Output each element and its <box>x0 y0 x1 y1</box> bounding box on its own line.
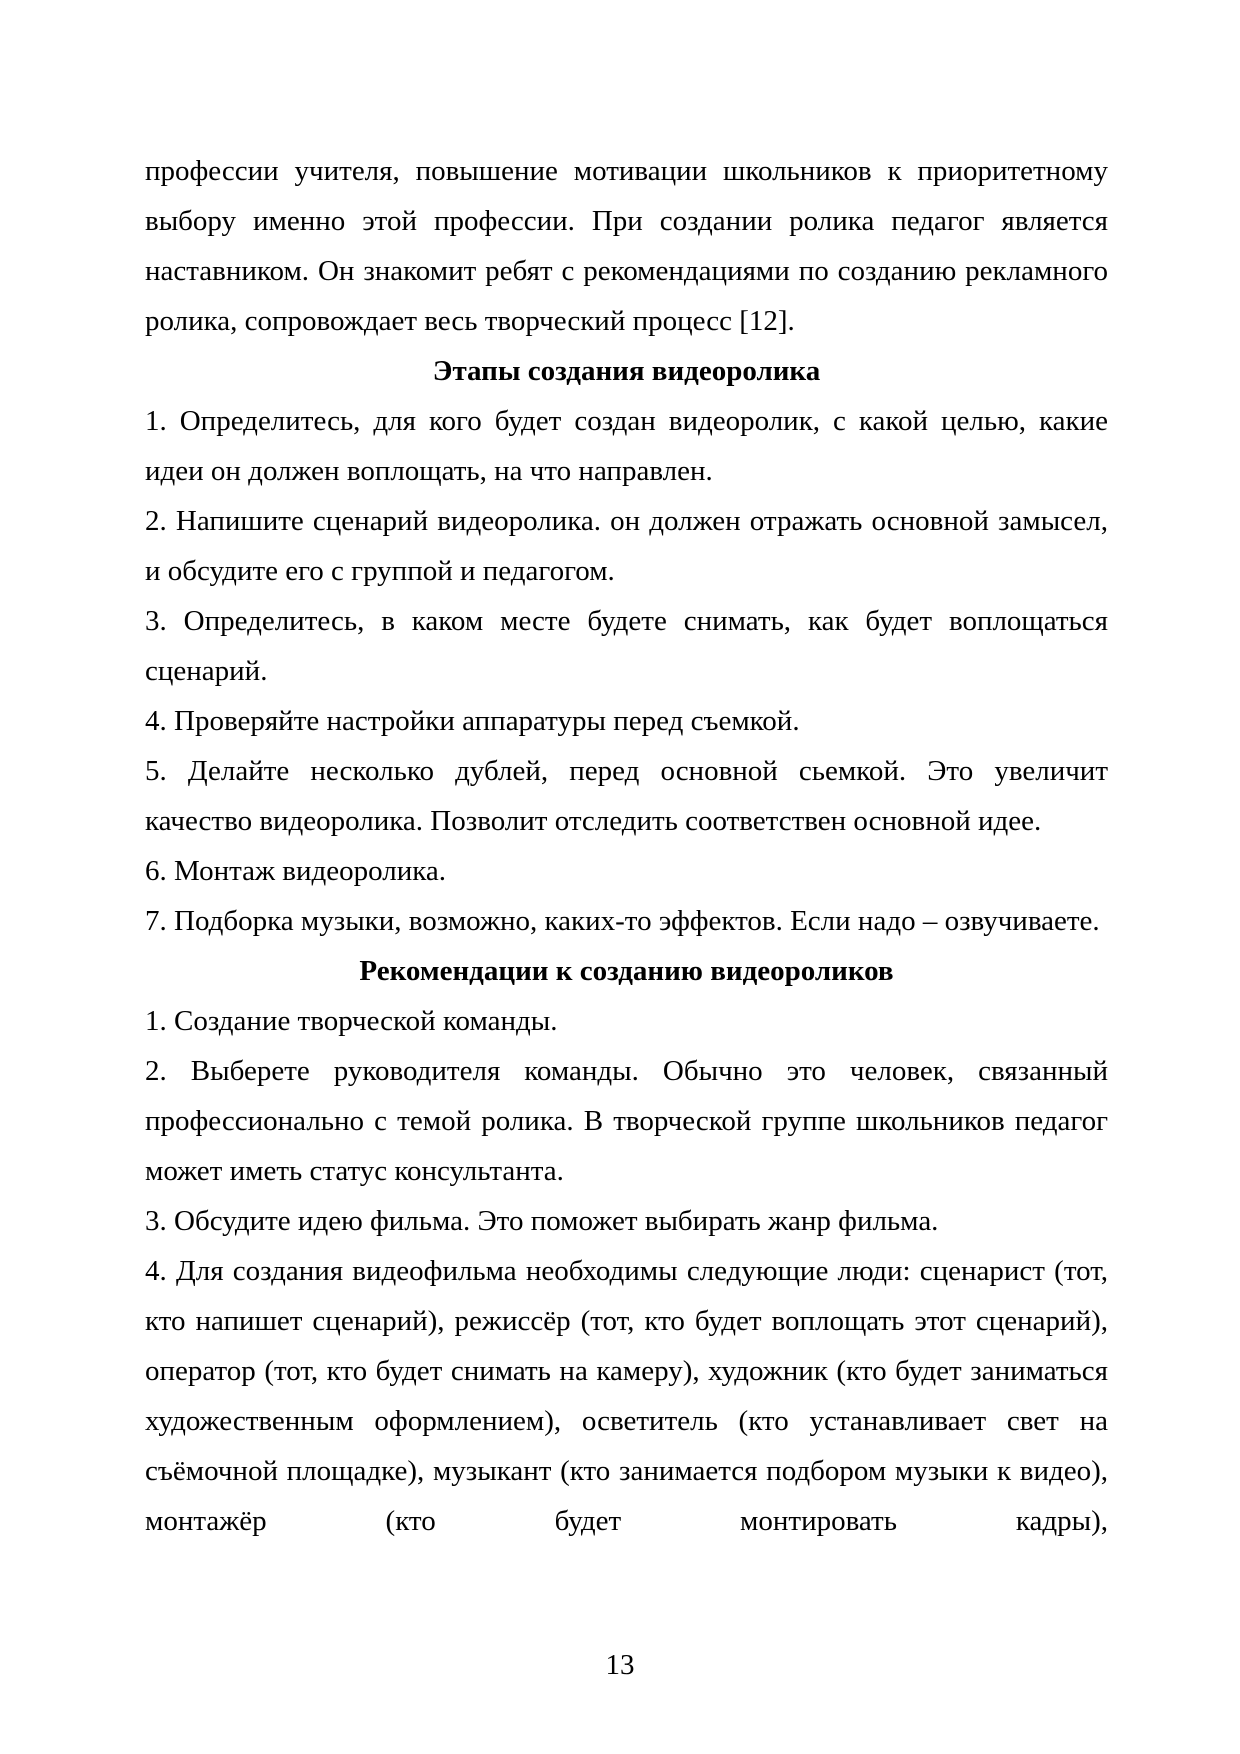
page-number: 13 <box>605 1649 635 1681</box>
list-item-stage-5: 5. Делайте несколько дублей, перед основной сьемкой. Это увеличит качество видеоролика. Позволит отследить соответствен основной идее. <box>145 755 1108 837</box>
list-item-stage-2: 2. Напишите сценарий видеоролика. он должен отражать основной замысел, и обсудите его с группой и педагогом. <box>145 505 1108 587</box>
list-item-recommendation-2: 2. Выберете руководителя команды. Обычно это человек, связанный профессионально с темой ролика. В творческой группе школьников педагог может иметь статус консультанта. <box>145 1055 1108 1187</box>
list-item-stage-3: 3. Определитесь, в каком месте будете снимать, как будет воплощаться сценарий. <box>145 605 1108 687</box>
list-item-stage-7: 7. Подборка музыки, возможно, каких-то эффектов. Если надо – озвучиваете. <box>145 905 1100 937</box>
paragraph-continuation: профессии учителя, повышение мотивации школьников к приоритетному выбору именно этой профессии. При создании ролика педагог является наставником. Он знакомит ребят с рекомендациями по созданию рекламного ролика, сопровождает весь творческий процесс [12]. <box>145 155 1108 337</box>
list-item-stage-1: 1. Определитесь, для кого будет создан видеоролик, с какой целью, какие идеи он должен воплощать, на что направлен. <box>145 405 1108 487</box>
list-item-stage-4: 4. Проверяйте настройки аппаратуры перед съемкой. <box>145 705 800 737</box>
text-block <box>145 146 1108 1546</box>
list-item-recommendation-4: 4. Для создания видеофильма необходимы следующие люди: сценарист (тот, кто напишет сценарий), режиссёр (тот, кто будет воплощать этот сценарий), оператор (тот, кто будет снимать на камеру), художник (кто будет заниматься художественным оформлением), осветитель (кто устанавливает свет на съёмочной площадке), музыкант (кто занимается подбором музыки к видео), монтажёр (кто будет монтировать кадры), <box>145 1255 1108 1537</box>
section-heading-stages: Этапы создания видеоролика <box>432 355 821 387</box>
list-item-stage-6: 6. Монтаж видеоролика. <box>145 855 446 887</box>
list-item-recommendation-3: 3. Обсудите идею фильма. Это поможет выбирать жанр фильма. <box>145 1205 939 1237</box>
section-heading-recommendations: Рекомендации к созданию видеороликов <box>359 955 894 987</box>
list-item-recommendation-1: 1. Создание творческой команды. <box>145 1005 558 1037</box>
